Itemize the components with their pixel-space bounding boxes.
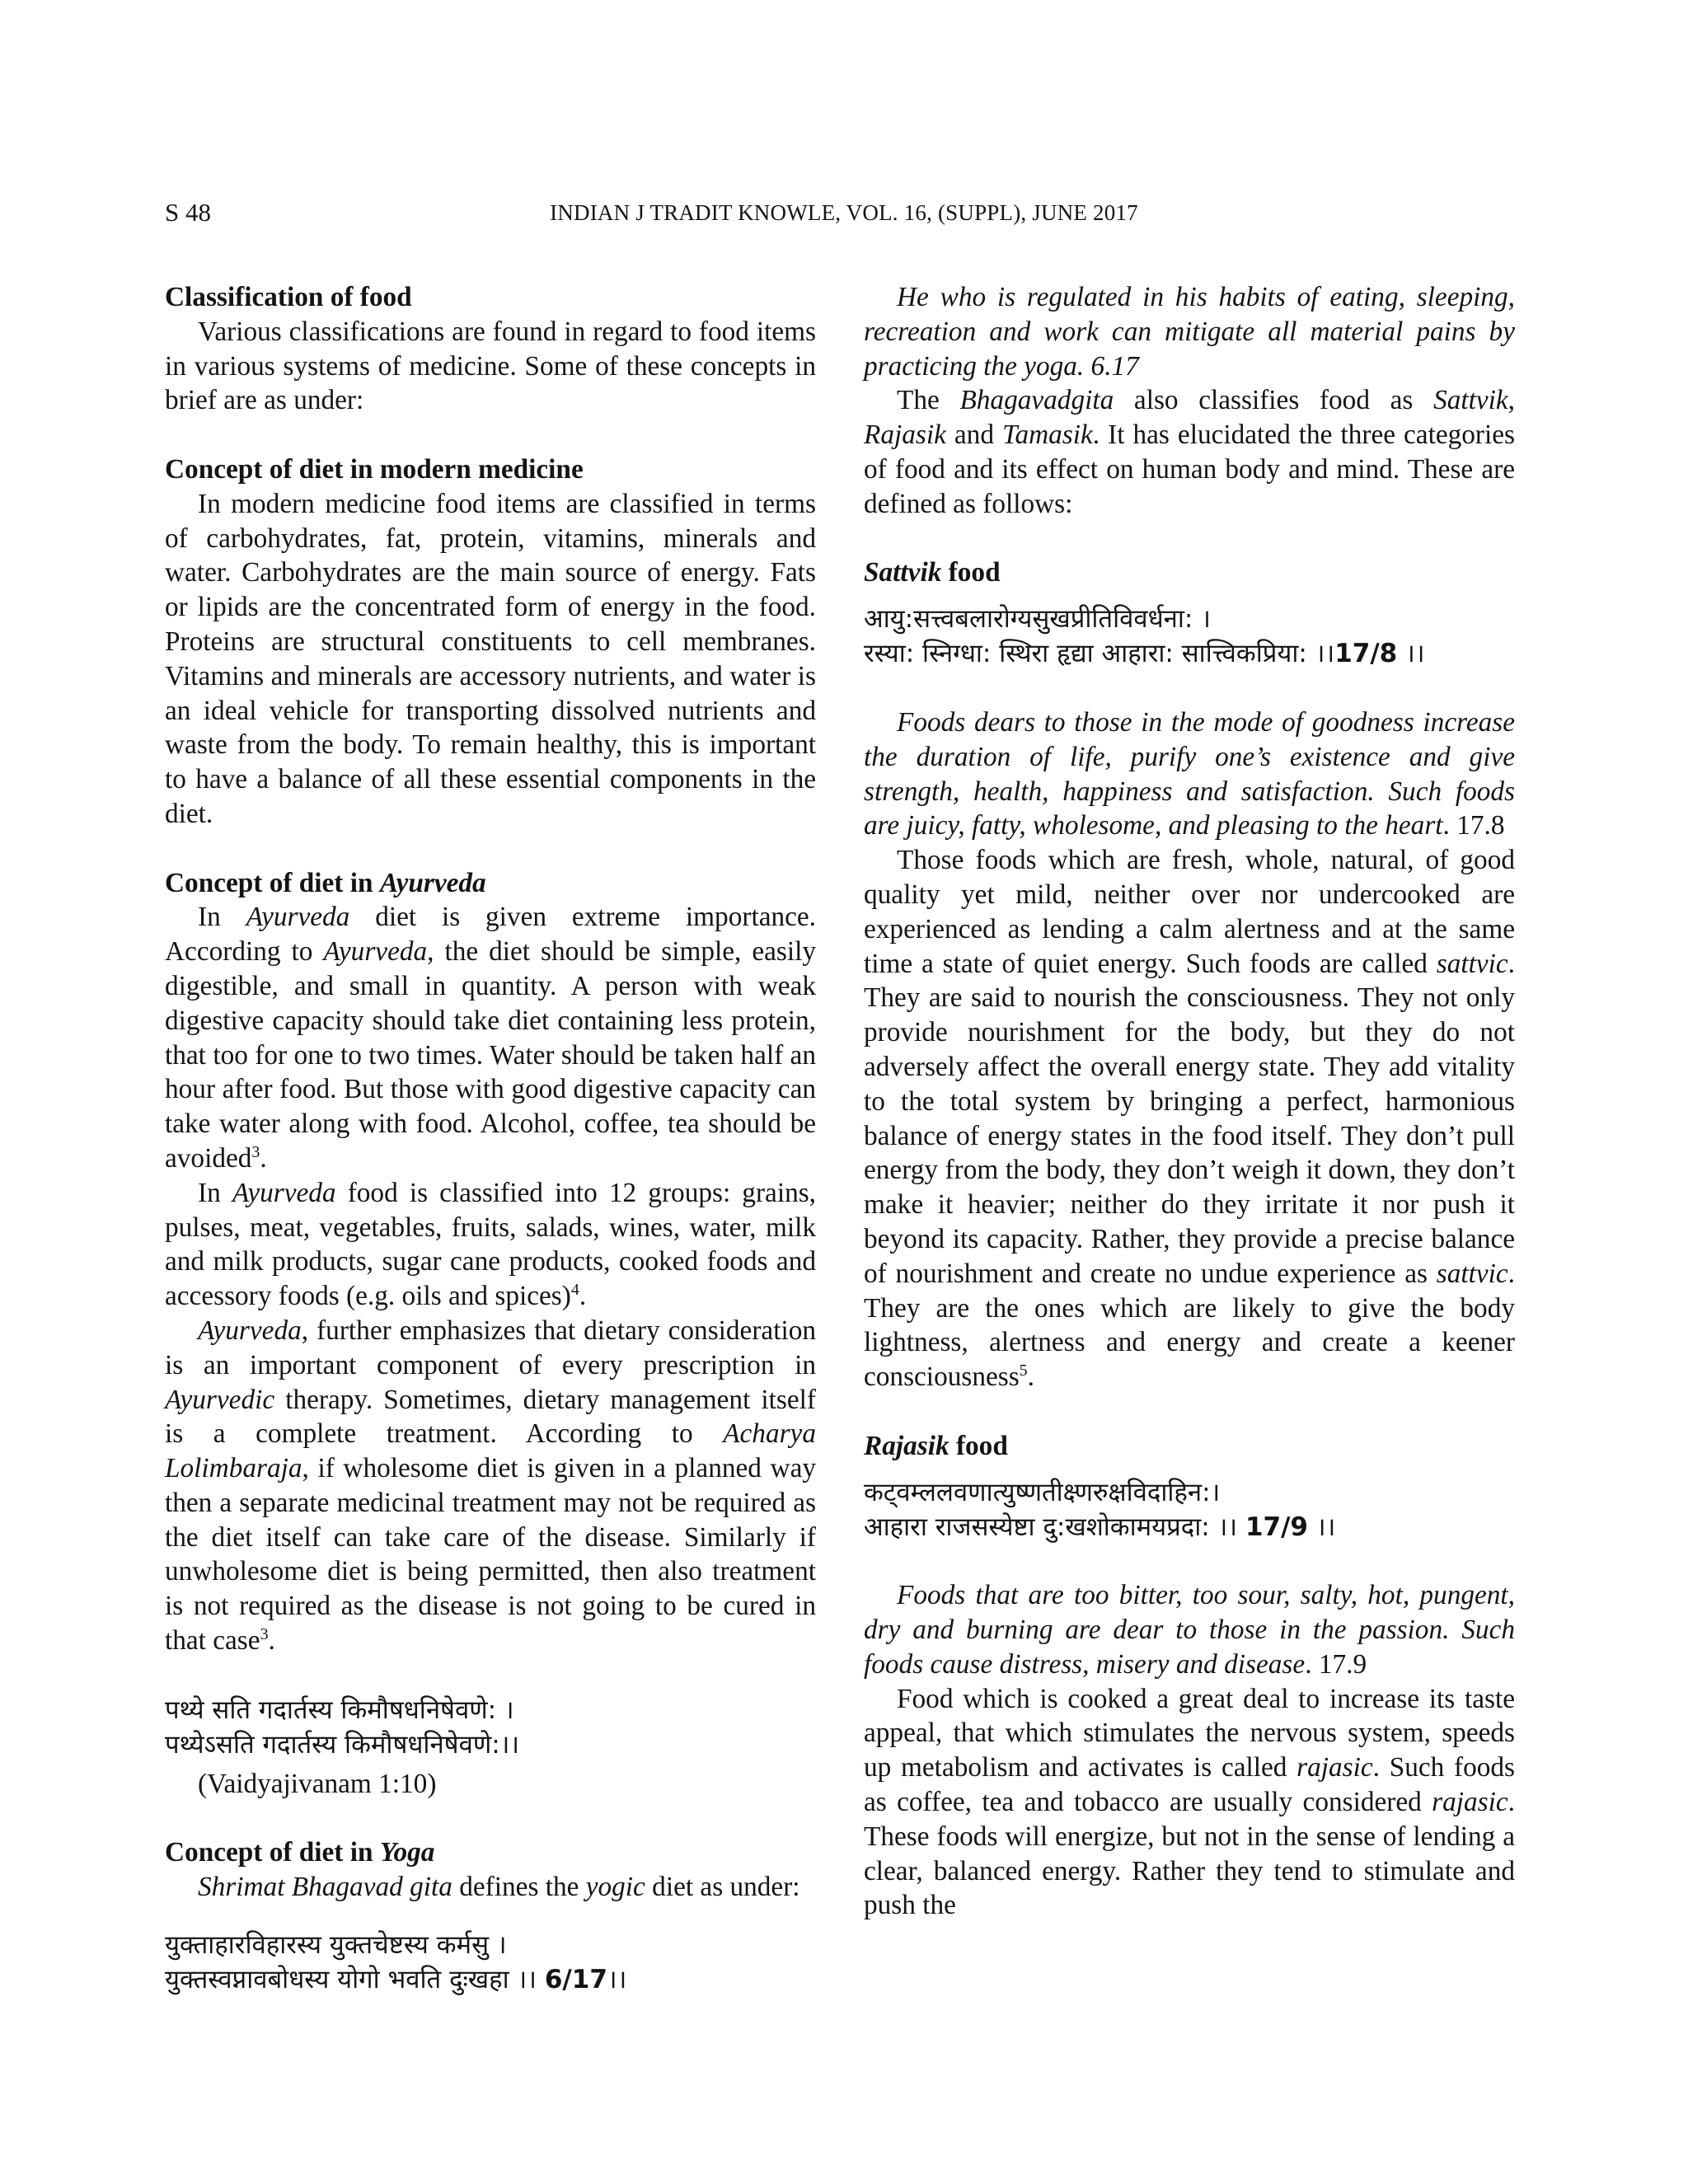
heading-yoga: Concept of diet in Yoga (165, 1837, 435, 1868)
citation-vaidyajivanam: (Vaidyajivanam 1:10) (198, 1768, 437, 1799)
left-column (165, 280, 816, 1997)
verse-line: कट्वम्ललवणात्युष्णतीक्ष्णरुक्षविदाहिन:। (864, 1477, 1221, 1507)
verse-line: आयु:सत्त्वबलारोग्यसुखप्रीतिविवर्धना: । (864, 604, 1211, 635)
page-number: S 48 (165, 198, 211, 227)
heading-ayurveda: Concept of diet in Ayurveda (165, 867, 486, 898)
paragraph-modern-medicine: In modern medicine food items are classified in terms of carbohydrates, fat, protein, vitamins, minerals and water. Carbohydrates are the main source of energy. Fats or lipids are the concentrated form of energy in the food. Proteins are structural constituents to cell membranes. Vitamins and minerals are accessory nutrients, and water is an ideal vehicle for transporting dissolved nutrients and waste from the body. To remain healthy, this is important to have a balance of all these essential components in the diet. (165, 488, 816, 829)
verse-line: युक्ताहारविहारस्य युक्तचेष्टस्य कर्मसु । (165, 1929, 507, 1960)
paragraph-ayurveda-3: Ayurveda, further emphasizes that dietary consideration is an important component of every prescription in Ayurvedic therapy. Sometimes, dietary management itself is a complete treatment. According to Acharya Lolimbaraja, if wholesome diet is given in a planned way then a separate medicinal treatment may not be required as the diet itself can take care of the disease. Similarly if unwholesome diet is being permitted, then also treatment is not required as the disease is not going to be cured in that case$^3$. (165, 1315, 816, 1657)
heading-classification: Classification of food (165, 282, 412, 312)
heading-rajasik-food: Rajasik food (864, 1430, 1008, 1461)
heading-sattvik-food: Sattvik food (864, 557, 1001, 588)
paragraph-rajasic: Food which is cooked a great deal to increase its taste appeal, that which stimulates the nervous system, speeds up metabolism and activates is called rajasic. Such foods as coffee, tea and tobacco are usually considered rajasic. These foods will energize, but not in the sense of lending a clear, balanced energy. Rather they tend to stimulate and push the (864, 1683, 1515, 1921)
verse-line: पथ्येऽसति गदार्तस्य किमौषधनिषेवणे:।। (165, 1729, 520, 1760)
quote-gita-17-8: Foods dears to those in the mode of goodness increase the duration of life, purify one’s existence and give strength, health, happiness and satisfaction. Such foods are juicy, fatty, wholesome, and pleasing to the heart. 17.8 (864, 706, 1515, 841)
heading-modern-medicine: Concept of diet in modern medicine (165, 453, 584, 485)
quote-gita-17-9: Foods that are too bitter, too sour, salty, hot, pungent, dry and burning are dear to those in the passion. Such foods cause distress, misery and disease. 17.9 (864, 1580, 1515, 1680)
right-column (864, 280, 1515, 1923)
running-head: INDIAN J TRADIT KNOWLE, VOL. 16, (SUPPL), JUNE 2017 (550, 200, 1138, 225)
paragraph-bhagavadgita: The Bhagavadgita also classifies food as Sattvik, Rajasik and Tamasik. It has elucidated the three categories of food and its effect on human body and mind. These are defined as follows: (864, 385, 1515, 519)
paragraph-sattvic: Those foods which are fresh, whole, natural, of good quality yet mild, neither over nor undercooked are experienced as lending a calm alertness and at the same time a state of quiet energy. Such foods are called sattvic. They are said to nourish the consciousness. They not only provide nourishment for the body, but they do not adversely affect the overall energy state. They add vitality to the total system by bringing a perfect, harmonious balance of energy states in the food itself. They don’t pull energy from the body, they don’t weigh it down, they don’t make it heavier; neither do they irritate it nor push it beyond its capacity. Rather, they provide a precise balance of nourishment and create no undue experience as sattvic. They are the ones which are likely to give the body lightness, alertness and energy and create a keener consciousness$^5$. (864, 845, 1515, 1393)
paragraph-ayurveda-1: In Ayurveda diet is given extreme importance. According to Ayurveda, the diet should be simple, easily digestible, and small in quantity. A person with weak digestive capacity should take diet containing less protein, that too for one to two times. Water should be taken half an hour after food. But those with good digestive capacity can take water along with food. Alcohol, coffee, tea should be avoided$^3$. (165, 902, 817, 1174)
verse-line: आहारा राजसस्येष्टा दु:खशोकामयप्रदा: ।। 17/9 ।। (864, 1511, 1336, 1542)
verse-line: पथ्ये सति गदार्तस्य किमौषधनिषेवणे: । (165, 1694, 514, 1725)
paragraph-yoga: Shrimat Bhagavad gita defines the yogic diet as under: (198, 1872, 800, 1903)
sanskrit-verse-gita-17-8 (864, 602, 1515, 671)
verse-line: युक्तस्वप्नावबोधस्य योगो भवति दुःखहा ।। 6/17।। (165, 1964, 627, 1994)
paragraph-classification: Various classifications are found in regard to food items in various systems of medicine. Some of these concepts in brief are as under: (165, 316, 816, 416)
quote-gita-6-17: He who is regulated in his habits of eating, sleeping, recreation and work can mitigate all material pains by practicing the yoga. 6.17 (864, 282, 1515, 382)
paragraph-ayurveda-2: In Ayurveda food is classified into 12 groups: grains, pulses, meat, vegetables, fruits, salads, wines, water, milk and milk products, sugar cane products, cooked foods and accessory foods (e.g. oils and spices)$^4$. (165, 1177, 816, 1312)
sanskrit-verse-vaidyajivanam (165, 1693, 816, 1762)
verse-line: रस्या: स्निग्धा: स्थिरा हृद्या आहारा: सात्त्विकप्रिया: ।।17/8 ।। (864, 639, 1425, 669)
sanskrit-verse-gita-6-17 (165, 1928, 816, 1997)
page-header (165, 196, 1523, 229)
sanskrit-verse-gita-17-9 (864, 1475, 1515, 1544)
